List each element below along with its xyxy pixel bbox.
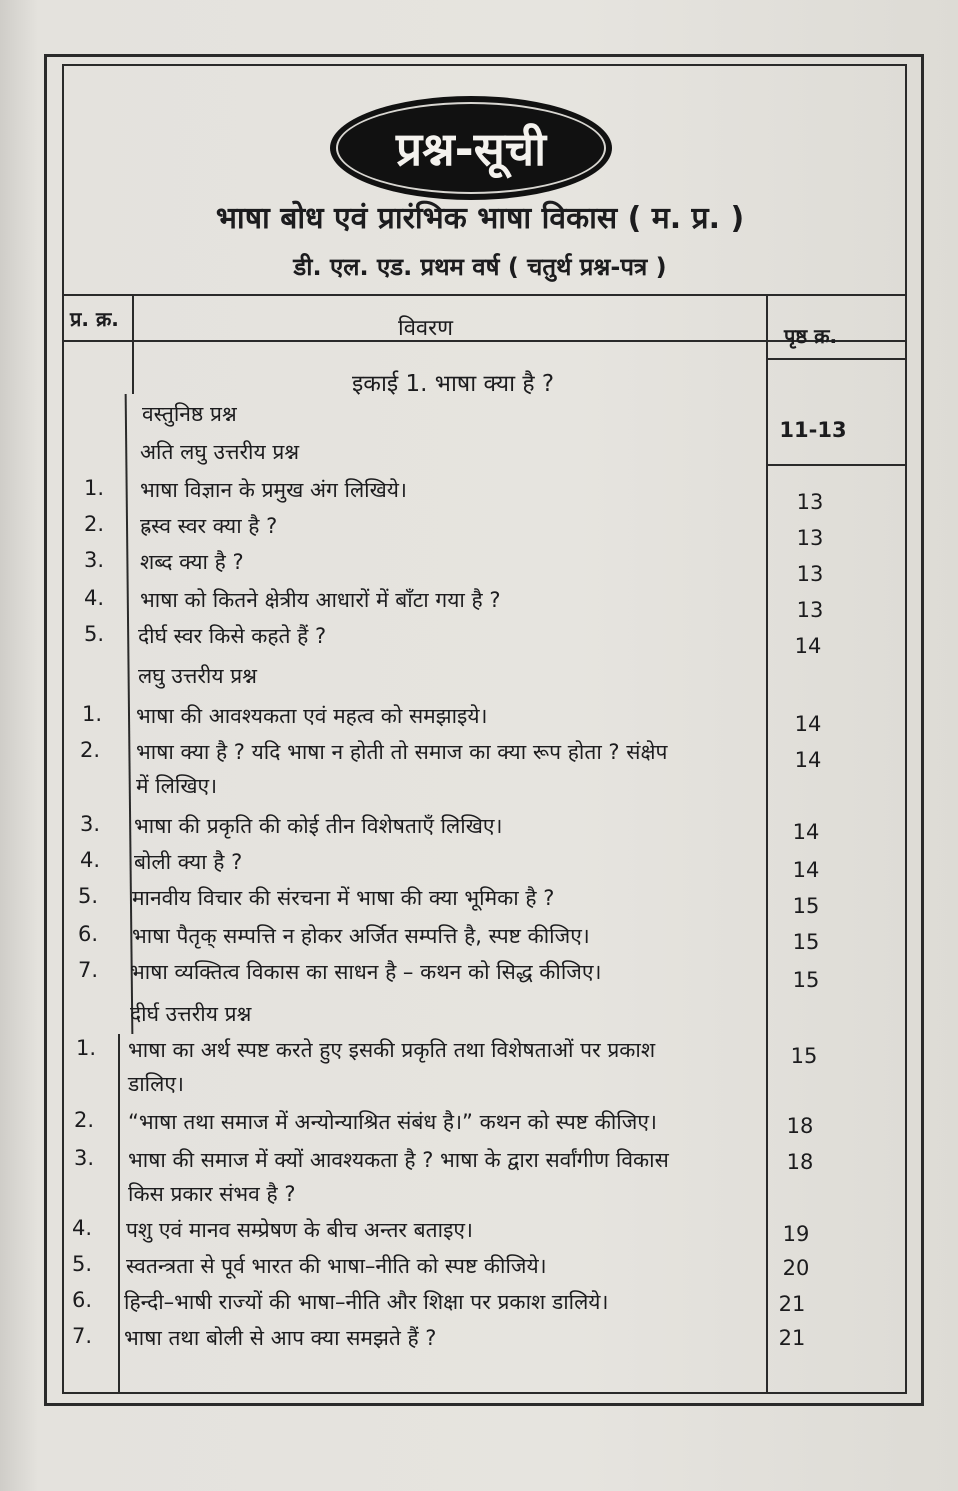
page-number: 15: [792, 930, 820, 954]
question-number: 3.: [80, 812, 101, 836]
objective-page-range: 11-13: [779, 418, 847, 442]
objective-pages-rule: [766, 464, 907, 466]
page-number: 14: [792, 820, 820, 844]
question-number: 4.: [72, 1216, 93, 1240]
question-text: हिन्दी–भाषी राज्यों की भाषा–नीति और शिक्षा पर प्रकाश डालिये।: [124, 1290, 609, 1314]
question-text: “भाषा तथा समाज में अन्योन्याश्रित संबंध है।” कथन को स्पष्ट कीजिए।: [128, 1110, 657, 1134]
question-number: 5.: [72, 1252, 93, 1276]
question-text: मानवीय विचार की संरचना में भाषा की क्या भूमिका है ?: [132, 886, 555, 910]
section-long: दीर्घ उत्तरीय प्रश्न: [130, 1002, 252, 1026]
question-number: 4.: [80, 848, 101, 872]
column-header-description: विवरण: [398, 316, 454, 341]
question-number: 6.: [78, 922, 99, 946]
table-top-rule: [62, 294, 907, 296]
sno-column-rule-bottom: [118, 1034, 120, 1394]
question-text-continued: डालिए।: [128, 1072, 184, 1096]
question-text: स्वतन्त्रता से पूर्व भारत की भाषा–नीति को स्पष्ट कीजिये।: [126, 1254, 547, 1278]
question-text: भाषा तथा बोली से आप क्या समझते हैं ?: [124, 1326, 437, 1350]
question-number: 6.: [72, 1288, 93, 1312]
page-number: 13: [796, 490, 824, 514]
page-number: 20: [782, 1256, 810, 1280]
question-number: 2.: [74, 1108, 95, 1132]
table-header-rule: [62, 340, 907, 342]
question-text: भाषा विज्ञान के प्रमुख अंग लिखिये।: [140, 478, 407, 502]
question-text: ह्रस्व स्वर क्या है ?: [140, 514, 278, 538]
page-number: 14: [794, 712, 822, 736]
page-number: 18: [786, 1114, 814, 1138]
unit-title: इकाई 1. भाषा क्या है ?: [352, 371, 555, 397]
question-number: 3.: [84, 548, 105, 572]
page-number: 14: [794, 748, 822, 772]
page-number: 14: [792, 858, 820, 882]
question-text: भाषा पैतृक् सम्पत्ति न होकर अर्जित सम्पत्ति है, स्पष्ट कीजिए।: [132, 924, 590, 948]
question-number: 2.: [84, 512, 105, 536]
section-objective: वस्तुनिष्ठ प्रश्न: [142, 402, 237, 426]
page-header-rule: [766, 358, 907, 360]
page-number: 21: [778, 1292, 806, 1316]
question-number: 3.: [74, 1146, 95, 1170]
question-number: 1.: [76, 1036, 97, 1060]
question-number: 1.: [84, 476, 105, 500]
sno-column-rule: [132, 294, 134, 394]
page-number: 18: [786, 1150, 814, 1174]
question-number: 4.: [84, 586, 105, 610]
page-number: 15: [792, 968, 820, 992]
question-text: भाषा क्या है ? यदि भाषा न होती तो समाज का क्या रूप होता ? संक्षेप: [136, 740, 668, 764]
question-text-continued: किस प्रकार संभव है ?: [128, 1182, 296, 1206]
question-text-continued: में लिखिए।: [136, 774, 218, 798]
page-number: 13: [796, 598, 824, 622]
page-number: 14: [794, 634, 822, 658]
question-text: पशु एवं मानव सम्प्रेषण के बीच अन्तर बताइए।: [126, 1218, 473, 1242]
question-number: 5.: [84, 622, 105, 646]
section-very-short: अति लघु उत्तरीय प्रश्न: [140, 440, 300, 464]
page-number: 15: [792, 894, 820, 918]
page-number: 21: [778, 1326, 806, 1350]
course-subtitle: डी. एल. एड. प्रथम वर्ष ( चतुर्थ प्रश्न-पत्र ): [293, 253, 667, 281]
question-text: भाषा को कितने क्षेत्रीय आधारों में बाँटा गया है ?: [140, 588, 501, 612]
column-header-sno: प्र. क्र.: [70, 307, 119, 331]
page-number: 13: [796, 526, 824, 550]
question-number: 5.: [78, 884, 99, 908]
question-number: 7.: [78, 958, 99, 982]
question-text: भाषा की समाज में क्यों आवश्यकता है ? भाषा के द्वारा सर्वांगीण विकास: [128, 1148, 669, 1172]
question-text: भाषा की आवश्यकता एवं महत्व को समझाइये।: [136, 704, 488, 728]
question-number: 1.: [82, 702, 103, 726]
page-number: 13: [796, 562, 824, 586]
page-title: प्रश्न-सूची: [395, 122, 546, 176]
book-subtitle: भाषा बोध एवं प्रारंभिक भाषा विकास ( म. प्र. ): [215, 201, 745, 236]
question-number: 2.: [80, 738, 101, 762]
question-text: भाषा व्यक्तित्व विकास का साधन है – कथन को सिद्ध कीजिए।: [130, 960, 602, 984]
column-header-page: पृष्ठ क्र.: [784, 324, 838, 348]
question-text: भाषा का अर्थ स्पष्ट करते हुए इसकी प्रकृति तथा विशेषताओं पर प्रकाश: [128, 1038, 656, 1062]
question-text: भाषा की प्रकृति की कोई तीन विशेषताएँ लिखिए।: [134, 814, 503, 838]
section-short: लघु उत्तरीय प्रश्न: [138, 664, 258, 688]
page-number: 15: [790, 1044, 818, 1068]
question-text: शब्द क्या है ?: [140, 550, 244, 574]
question-number: 7.: [72, 1324, 93, 1348]
question-text: दीर्घ स्वर किसे कहते हैं ?: [138, 624, 327, 648]
question-text: बोली क्या है ?: [134, 850, 243, 874]
page-number: 19: [782, 1222, 810, 1246]
